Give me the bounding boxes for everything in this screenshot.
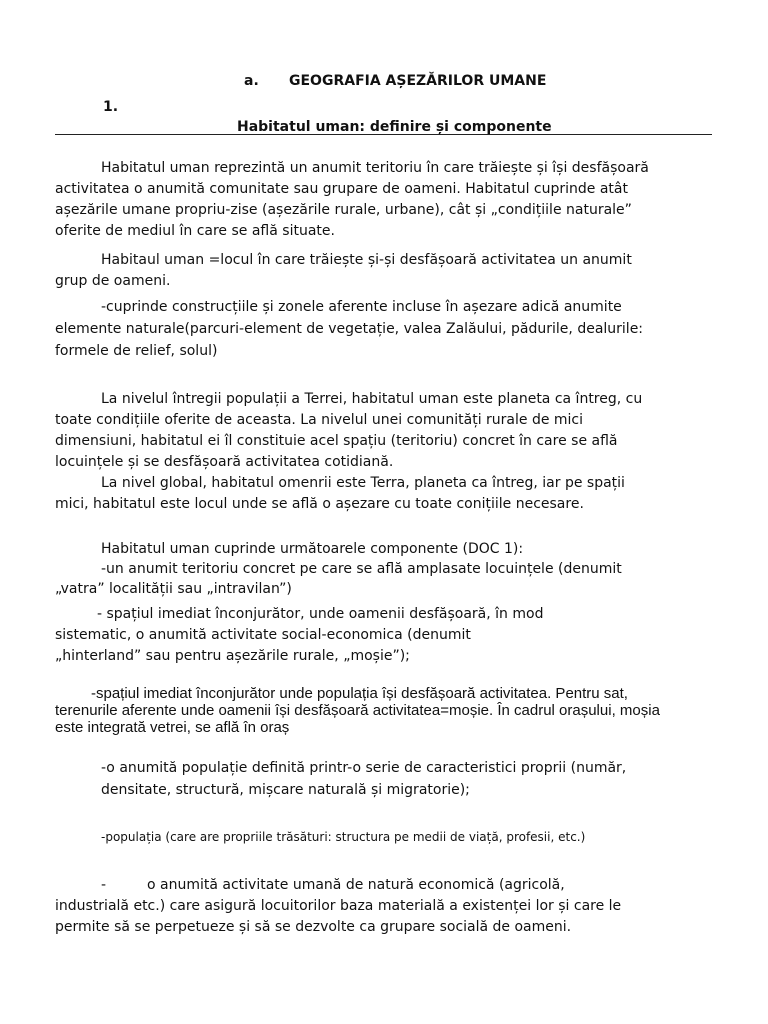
section-title: GEOGRAFIA AȘEZĂRILOR UMANE	[289, 73, 547, 89]
list-item-line: o anumită activitate umană de natură economică (agricolă,	[147, 877, 565, 893]
paragraph-line: activitatea o anumită comunitate sau grupare de oameni. Habitatul cuprinde atât	[55, 181, 628, 197]
list-item-line: este integrată vetrei, se află în oraș	[55, 719, 290, 736]
list-item-line: permite să se perpetueze și să se dezvolte ca grupare socială de oameni.	[55, 919, 572, 935]
list-item-line: -spațiul imediat înconjurător unde populația își desfășoară activitatea. Pentru sat,	[91, 685, 628, 702]
list-item-line: industrială etc.) care asigură locuitorilor baza materială a existenței lor și care le	[55, 898, 622, 914]
paragraph-line: Habitatul uman reprezintă un anumit teritoriu în care trăiește și își desfășoară	[101, 160, 649, 176]
paragraph-line: oferite de mediul în care se află situate.	[55, 223, 335, 239]
paragraph-line: locuințele și se desfășoară activitatea cotidiană.	[55, 454, 394, 470]
paragraph-line: dimensiuni, habitatul ei îl constituie acel spațiu (teritoriu) concret în care se află	[55, 433, 618, 449]
paragraph-line: așezările umane propriu-zise (așezările rurale, urbane), cât și „condițiile naturale”	[55, 202, 632, 218]
paragraph-line: Habitaul uman =locul în care trăiește și-și desfășoară activitatea un anumit	[101, 252, 632, 268]
list-dash: -	[101, 877, 107, 893]
section-subtitle: Habitatul uman: definire și componente	[237, 119, 552, 135]
paragraph-line: mici, habitatul este locul unde se află o așezare cu toate conițiile necesare.	[55, 496, 584, 512]
paragraph-line: toate condițiile oferite de aceasta. La nivelul unei comunități rurale de mici	[55, 412, 584, 428]
paragraph-line: -cuprinde construcțiile și zonele aferente incluse în așezare adică anumite	[101, 299, 622, 315]
list-item-line: „hinterland” sau pentru așezările rurale, „moșie”);	[55, 648, 410, 664]
heading-rule	[55, 134, 712, 135]
section-letter: a.	[244, 73, 259, 89]
paragraph-line: formele de relief, solul)	[55, 343, 218, 359]
list-item-line: - spațiul imediat înconjurător, unde oamenii desfășoară, în mod	[97, 606, 544, 622]
list-item-line: sistematic, o anumită activitate social-economica (denumit	[55, 627, 471, 643]
paragraph-line: grup de oameni.	[55, 273, 171, 289]
list-item-line: densitate, structură, mișcare naturală și migratorie);	[101, 782, 470, 798]
paragraph-line: La nivelul întregii populații a Terrei, habitatul uman este planeta ca întreg, cu	[101, 391, 643, 407]
list-item-line: terenurile aferente unde oamenii își desfășoară activitatea=moșie. În cadrul orașului, moșia	[55, 702, 660, 719]
paragraph-line: Habitatul uman cuprinde următoarele componente (DOC 1):	[101, 541, 524, 557]
list-item-line: -populația (care are propriile trăsături: structura pe medii de viață, profesii, etc.)	[101, 830, 586, 844]
section-number: 1.	[103, 99, 119, 115]
list-item-line: „vatra” localității sau „intravilan”)	[55, 581, 292, 597]
list-item-line: -un anumit teritoriu concret pe care se află amplasate locuințele (denumit	[101, 561, 622, 577]
list-item-line: -o anumită populație definită printr-o serie de caracteristici proprii (număr,	[101, 760, 627, 776]
paragraph-line: La nivel global, habitatul omenrii este Terra, planeta ca întreg, iar pe spații	[101, 475, 625, 491]
paragraph-line: elemente naturale(parcuri-element de vegetație, valea Zalăului, pădurile, dealurile:	[55, 321, 644, 337]
